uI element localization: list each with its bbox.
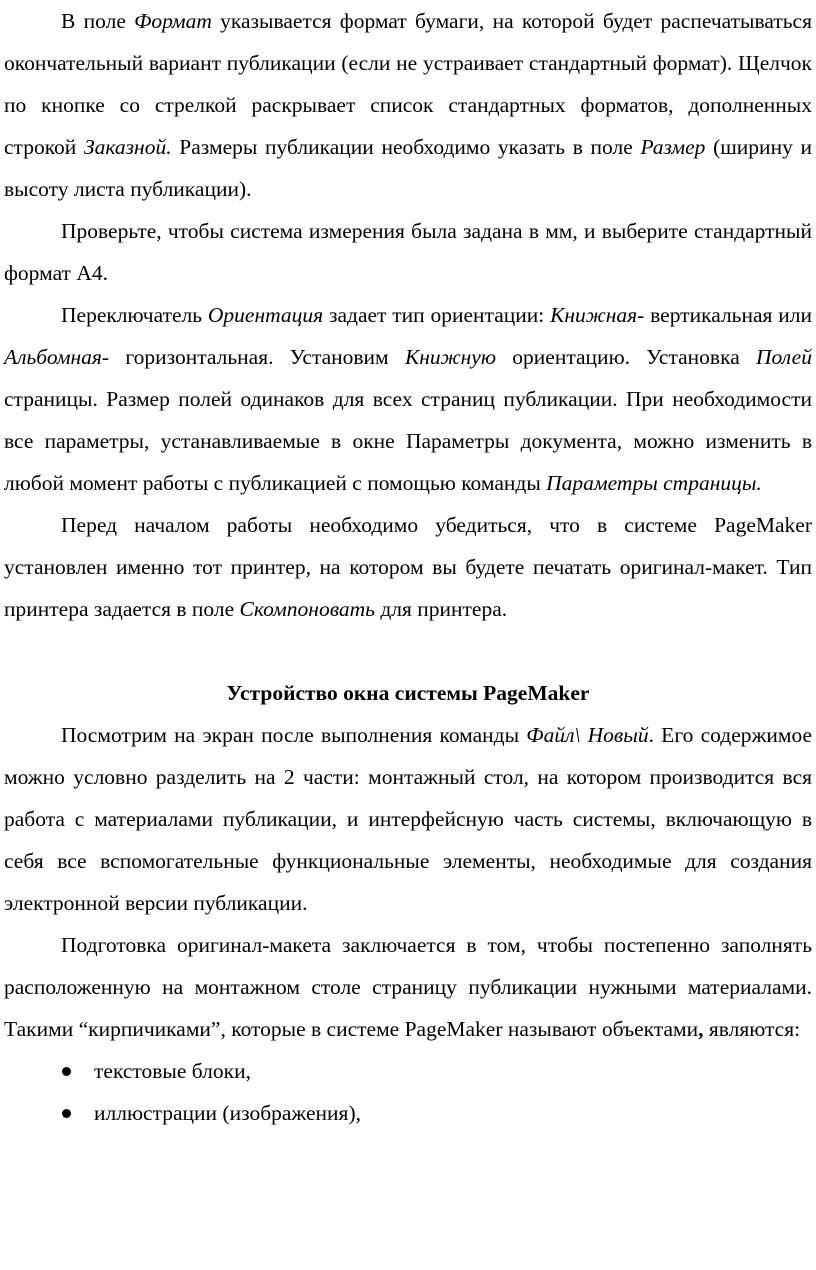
paragraph-layout: [4, 924, 812, 1050]
paragraph-window: [4, 714, 812, 924]
text-run: ориентацию. Установка: [496, 345, 757, 369]
term-format: Формат: [134, 9, 212, 33]
object-list: [4, 1050, 812, 1134]
section-spacer: [4, 630, 812, 672]
text-run: Проверьте, чтобы система измерения была задана в мм, и выберите стандартный формат А4.: [4, 219, 812, 285]
paragraph-printer: [4, 504, 812, 630]
list-item-text: текстовые блоки,: [94, 1059, 251, 1083]
text-run: Подготовка оригинал-макета заключается в том, чтобы постепенно заполнять расположенную на монтажном столе страницу публикации нужными материалами. Такими “кирпичиками”, которые в системе PageMaker называют объектами: [4, 933, 812, 1041]
term-landscape: Альбомная-: [4, 345, 110, 369]
text-run: В поле: [61, 9, 135, 33]
text-run: Посмотрим на экран после выполнения команды: [61, 723, 527, 747]
text-run: Переключатель: [61, 303, 208, 327]
term-portrait-acc: Книжную: [404, 345, 497, 369]
term-margins: Полей: [756, 345, 812, 369]
bold-comma: ,: [698, 1017, 704, 1041]
term-orientation: Ориентация: [207, 303, 324, 327]
text-run: Размеры публикации необходимо указать в поле: [171, 135, 641, 159]
term-portrait: Книжная-: [550, 303, 645, 327]
term-file-new: Файл\ Новый: [526, 723, 649, 747]
text-run: являются:: [703, 1017, 801, 1041]
term-size: Размер: [640, 135, 706, 159]
list-item-text: иллюстрации (изображения),: [94, 1101, 361, 1125]
term-compose: Скомпоновать: [239, 597, 375, 621]
text-run: горизонтальная. Установим: [109, 345, 405, 369]
text-run: для принтера.: [374, 597, 508, 621]
text-run: указывается формат бумаги, на которой будет распечатываться окончательный вариант публикации (если не устраивает стандартный формат). Щелчок по кнопке со стрелкой раскрывает список стандартных форматов, дополненных строкой: [4, 9, 812, 159]
list-item: [62, 1092, 812, 1134]
term-custom: Заказной.: [84, 135, 172, 159]
section-heading: Устройство окна системы PageMaker: [226, 681, 590, 705]
list-item: [62, 1050, 812, 1092]
text-run: . Его содержимое можно условно разделить на 2 части: монтажный стол, на котором производится вся работа с материалами публикации, и интерфейсную часть системы, включающую в себя все вспомогательные функциональные элементы, необходимые для создания электронной версии публикации.: [4, 723, 813, 915]
text-run: Перед началом работы необходимо убедиться, что в системе PageMaker установлен именно тот принтер, на котором вы будете печатать оригинал-макет. Тип принтера задается в поле: [4, 513, 812, 621]
paragraph-orientation: [4, 294, 812, 504]
term-page-setup: Параметры страницы.: [546, 471, 762, 495]
text-run: (ширину и высоту листа публикации).: [4, 135, 813, 201]
paragraph-units: [4, 210, 812, 294]
bullet-icon: [62, 1067, 71, 1076]
text-run: страницы. Размер полей одинаков для всех страниц публикации. При необходимости все параметры, устанавливаемые в окне Параметры документа, можно изменить в любой момент работы с публикацией с помощью команды: [4, 387, 812, 495]
text-run: задает тип ориентации:: [323, 303, 551, 327]
paragraph-format: [4, 0, 812, 210]
bullet-icon: [62, 1109, 71, 1118]
text-run: вертикальная или: [644, 303, 812, 327]
